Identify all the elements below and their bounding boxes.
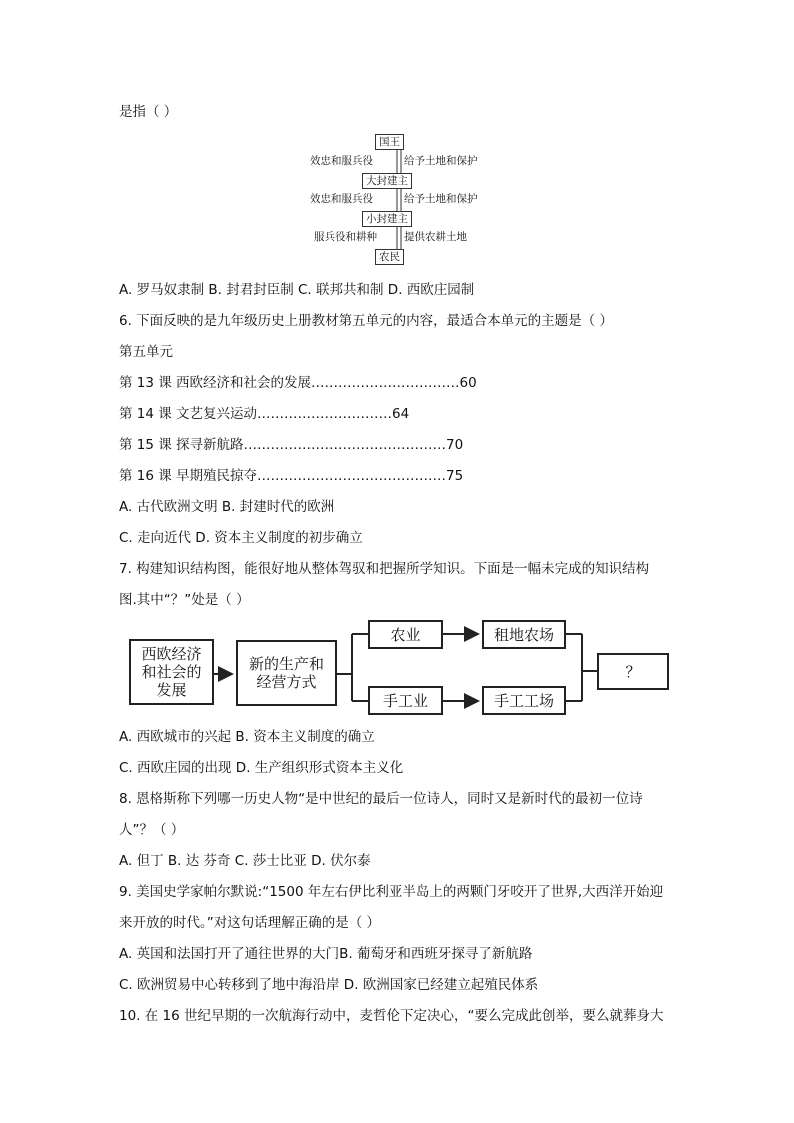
toc-lesson-15: 第 15 课 探寻新航路………………………………………70 — [119, 437, 464, 453]
q6-stem: 6. 下面反映的是九年级历史上册教材第五单元的内容，最适合本单元的主题是（ ） — [119, 313, 613, 329]
q7-stem-line1: 7. 构建知识结构图，能很好地从整体驾驭和把握所学知识。下面是一幅未完成的知识结构 — [119, 561, 650, 577]
q7-options-ab: A. 西欧城市的兴起 B. 资本主义制度的确立 — [119, 729, 375, 745]
toc-lesson-14: 第 14 课 文艺复兴运动…………………………64 — [119, 406, 410, 422]
label-land-1: 给予土地和保护 — [404, 155, 478, 167]
q8-options: A. 但丁 B. 达 芬奇 C. 莎士比亚 D. 伏尔泰 — [119, 853, 371, 869]
production-mode-box: 新的生产和经营方式 — [236, 640, 337, 706]
handicraft-box: 手工业 — [368, 686, 443, 715]
label-loyalty-1: 效忠和服兵役 — [310, 155, 373, 167]
q9-stem-line2: 来开放的时代。”对这句话理解正确的是（ ） — [119, 915, 381, 931]
toc-lesson-16: 第 16 课 早期殖民掠夺……………………………………75 — [119, 468, 464, 484]
feudal-hierarchy-diagram — [300, 134, 500, 264]
q7-options-cd: C. 西欧庄园的出现 D. 生产组织形式资本主义化 — [119, 760, 404, 776]
question-stem-continuation: 是指（ ） — [119, 104, 178, 120]
unit-title: 第五单元 — [119, 344, 173, 360]
label-service: 服兵役和耕种 — [314, 231, 377, 243]
q9-options-ab: A. 英国和法国打开了通往世界的大门B. 葡萄牙和西班牙探寻了新航路 — [119, 946, 533, 962]
q10-stem: 10. 在 16 世纪早期的一次航海行动中，麦哲伦下定决心，“要么完成此创举，要么就葬身大 — [119, 1008, 664, 1024]
label-land-2: 给予土地和保护 — [404, 193, 478, 205]
unknown-box: ？ — [597, 653, 669, 690]
q8-stem-line2: 人”？（ ） — [119, 822, 185, 838]
small-lord-box: 小封建主 — [362, 211, 412, 227]
rental-farm-box: 租地农场 — [482, 620, 566, 649]
q6-options-cd: C. 走向近代 D. 资本主义制度的初步确立 — [119, 530, 363, 546]
q8-stem-line1: 8. 恩格斯称下列哪一历史人物“是中世纪的最后一位诗人，同时又是新时代的最初一位诗 — [119, 791, 643, 807]
big-lord-box: 大封建主 — [362, 173, 412, 189]
q5-options: A. 罗马奴隶制 B. 封君封臣制 C. 联邦共和制 D. 西欧庄园制 — [119, 282, 475, 298]
peasant-box: 农民 — [375, 249, 404, 265]
workshop-box: 手工工场 — [482, 686, 566, 715]
root-box: 西欧经济和社会的发展 — [129, 639, 214, 705]
q9-stem-line1: 9. 美国史学家帕尔默说:“1500 年左右伊比利亚半岛上的两颗门牙咬开了世界,大西洋开始迎 — [119, 884, 664, 900]
label-farmland: 提供农耕土地 — [404, 231, 467, 243]
q7-stem-line2: 图.其中“？”处是（ ） — [119, 592, 250, 608]
q6-options-ab: A. 古代欧洲文明 B. 封建时代的欧洲 — [119, 499, 335, 515]
agriculture-box: 农业 — [368, 620, 443, 649]
king-box: 国王 — [375, 134, 404, 150]
knowledge-structure-diagram — [126, 618, 671, 718]
q9-options-cd: C. 欧洲贸易中心转移到了地中海沿岸 D. 欧洲国家已经建立起殖民体系 — [119, 977, 539, 993]
toc-lesson-13: 第 13 课 西欧经济和社会的发展……………………………60 — [119, 375, 477, 391]
label-loyalty-2: 效忠和服兵役 — [310, 193, 373, 205]
